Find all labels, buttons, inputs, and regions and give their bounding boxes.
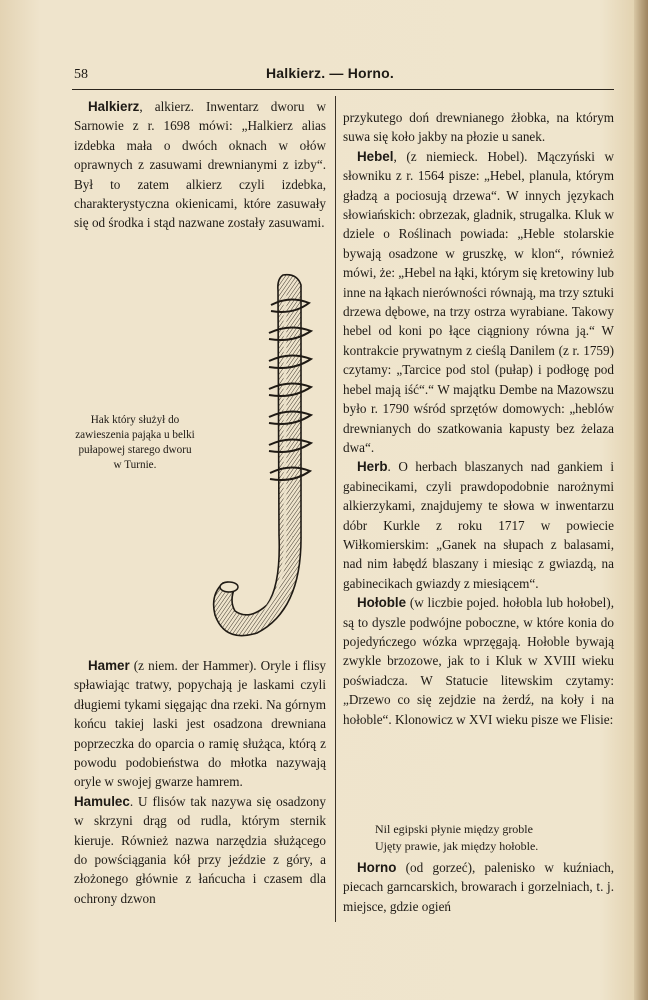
entry-text: , alkierz. Inwentarz dworu w Sarnowie z r. 1698 mówi: „Halkierz alias izdebka mała o dwóch oknach w ołów oprawnych z zasuwami drewnianymi z izby“. Był to zatem alkierz czyli izdebka, charakterystyczna okienicami, które zasuwały się od środka i stąd nazwane zostały zasuwami.: [74, 99, 326, 231]
figure-caption: Hak który służył do zawieszenia pająka u belki pułapowej starego dworu w Turnie.: [75, 414, 195, 471]
entry-keyword: Hamer: [88, 658, 130, 673]
running-title: Halkierz. — Horno.: [265, 65, 395, 81]
entry-halkierz: [74, 97, 326, 233]
page-edge-shadow: [634, 0, 648, 1000]
entry-text: (od gorzeć), palenisko w kuźniach, piecach garncarskich, browarach i gorzelniach, t. j. miejsce, gdzie ogień: [343, 860, 614, 914]
verse-line: Ujęty prawie, jak między hołoble.: [375, 838, 539, 853]
entry-keyword: Hamulec: [74, 793, 130, 809]
entry-text: (w liczbie pojed. hołobla lub hołobel), są to dyszle podwójne poboczne, w które konia do pojedyńczego wózka wprzęgają. Hołoble bywają zwykle brzozowe, jak to i Kluk w XVIII wieku poświadcza. W Statucie litewskim czytamy: „Drzewo co się zejdzie na żerdź, na koły i na hołoble“. Klonowicz w XVI wieku pisze we Flisie:: [343, 595, 614, 727]
iron-hook-illustration: [205, 265, 325, 645]
entry-hamer-hamulec: [74, 656, 326, 908]
continuation-text: przykutego doń drewnianego żłobka, na którym suwa się koło jakby na płozie u sanek.: [343, 110, 614, 145]
verse-line: Nil egipski płynie między groble: [375, 822, 533, 836]
column-divider: [335, 96, 336, 922]
entry-text: . U flisów tak nazywa się osadzony w skrzyni drąg od rudla, którym sternik kieruje. Również nazwa narzędzia służącego do powściągania kół przy jeździe z góry, a złożonego głównie z łańcucha i czasem dla ochrony dzwon: [74, 793, 326, 906]
right-column: [343, 108, 614, 729]
entry-keyword: Halkierz: [88, 99, 140, 114]
entry-keyword: Herb: [357, 459, 388, 475]
entry-horno: [343, 858, 614, 916]
entry-text: (z niem. der Hammer). Oryle i flisy spławiając tratwy, popychają je laskami czyli długiemi tykami sięgając dna rzeki. Na górnym końcu takiej laski jest osadzona drewniana poprzeczka do oparcia o ramię służąca, którą z powodu podobieństwa do młotka nazywają oryle w swojej gwarze hamrem.: [74, 658, 326, 790]
verse-quote: [375, 821, 610, 854]
header-rule: [72, 89, 614, 90]
page-number: 58: [74, 67, 88, 82]
entry-keyword: Horno: [357, 860, 397, 875]
entry-text: , (z niemieck. Hobel). Mączyński w słowniku z r. 1564 pisze: „Hebel, planula, którym gładzą a pociosują drzewa“. W innych językach słowiańskich: obrzezak, gladnik, strugalka. Kluk w dziele o Roślinach powiada: „Heble stolarskie bywają osadzone w gruszkę, w klon“, również mówi, że: „Hebel na łąki, którym się kretowiny lub inne na łąkach nierówności równają, ma trzy sztuki drzewa dębowe, na trzy ostrza wyrabiane. Takowy hebel od koni po łące ciągniony równa ją.“ W kontrakcie prywatnym z cieślą Danilem (z r. 1759) czytamy: „Tarcice pod stol (pułap) i podłogę pod hebel mają iść“.“ W majątku Dembe na Mazowszu było r. 1790 wśród sprzętów domowych: „heblów drewnianych do szatkowania kapusty bez żelaza dwa“.: [343, 148, 615, 455]
entry-text: . O herbach blaszanych nad gankiem i gabinecikami, czyli prawdopodobnie narożnymi alkierzykami, znajdujemy te słowa w inwentarzu dóbr Kurkle z roku 1717 w powiecie Wiłkomierskim: „Ganek na słupach z balasami, nad nim łabędź blaszany i miesiąc z gwiazdą, na gabinecikach gwiazdy z miesiącem“.: [343, 459, 614, 591]
entry-keyword: Hebel: [357, 148, 394, 164]
entry-keyword: Hołoble: [357, 595, 407, 611]
